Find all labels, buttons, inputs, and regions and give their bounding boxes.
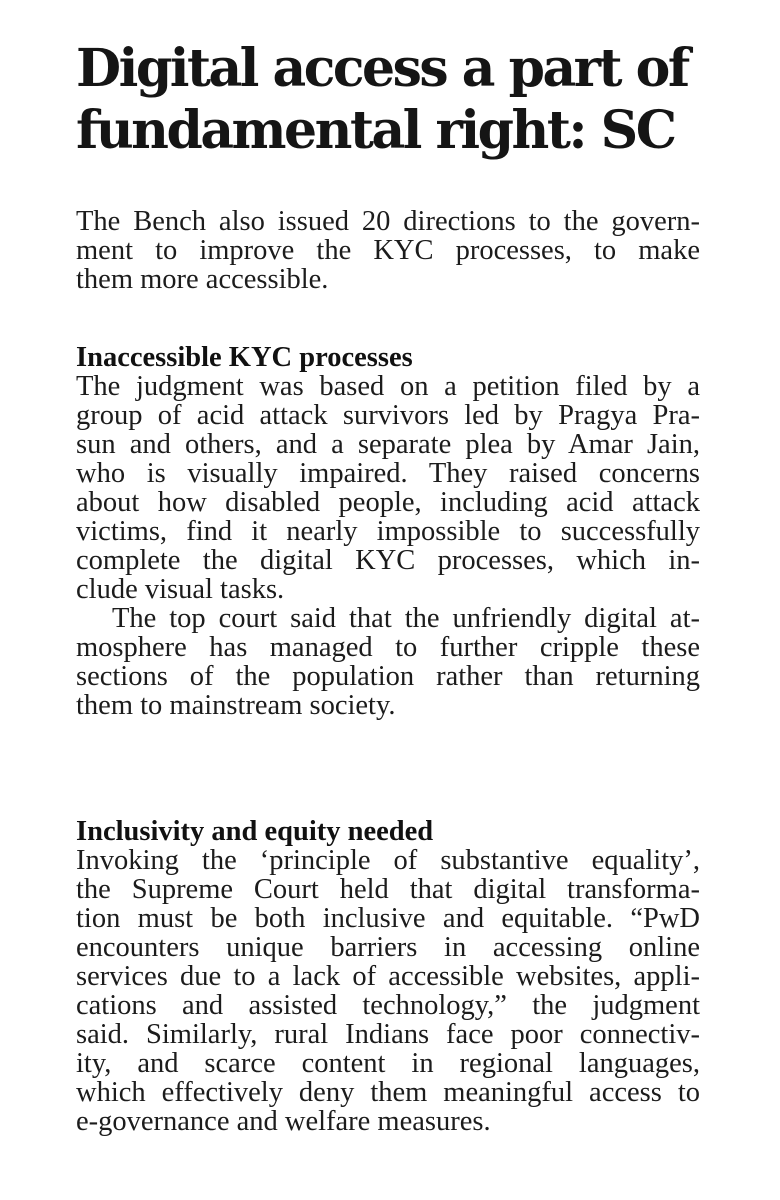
- section-heading: Inaccessible KYC processes: [76, 342, 413, 373]
- text-line: sun and others, and a separate plea by Amar Jain,: [76, 429, 700, 460]
- intro-paragraph: [76, 207, 700, 294]
- text-line: The top court said that the unfriendly digital at-: [112, 603, 700, 634]
- text-line: about how disabled people, including acid attack: [76, 487, 700, 518]
- text-line: group of acid attack survivors led by Pragya Pra-: [76, 400, 700, 431]
- text-line: which effectively deny them meaningful access to: [76, 1077, 700, 1108]
- text-line: victims, find it nearly impossible to successfully: [76, 516, 700, 547]
- text-line: The Bench also issued 20 directions to the govern-: [76, 206, 700, 237]
- section-inaccessible-kyc: [76, 343, 700, 720]
- section-heading: Inclusivity and equity needed: [76, 816, 434, 847]
- text-line: services due to a lack of accessible websites, appli-: [76, 961, 700, 992]
- text-line: tion must be both inclusive and equitable. “PwD: [76, 903, 700, 934]
- text-line: ment to improve the KYC processes, to make: [76, 235, 700, 266]
- text-line: The judgment was based on a petition filed by a: [76, 371, 700, 402]
- text-line: sections of the population rather than returning: [76, 661, 700, 692]
- text-line: clude visual tasks.: [76, 574, 285, 605]
- text-line: encounters unique barriers in accessing online: [76, 932, 700, 963]
- text-line: them to mainstream society.: [76, 690, 396, 721]
- text-line: the Supreme Court held that digital transforma-: [76, 874, 700, 905]
- headline-line: Digital access a part of: [76, 38, 688, 99]
- text-line: mosphere has managed to further cripple these: [76, 632, 700, 663]
- text-line: ity, and scarce content in regional languages,: [76, 1048, 700, 1079]
- text-line: Invoking the ‘principle of substantive equality’,: [76, 845, 700, 876]
- headline-line: fundamental right: SC: [76, 100, 675, 161]
- text-line: them more accessible.: [76, 264, 329, 295]
- text-line: e-governance and welfare measures.: [76, 1106, 491, 1137]
- text-line: cations and assisted technology,” the judgment: [76, 990, 700, 1021]
- headline: [76, 38, 736, 162]
- text-line: complete the digital KYC processes, which in-: [76, 545, 700, 576]
- section-inclusivity-equity: [76, 817, 700, 1136]
- text-line: who is visually impaired. They raised concerns: [76, 458, 700, 489]
- text-line: said. Similarly, rural Indians face poor connectiv-: [76, 1019, 700, 1050]
